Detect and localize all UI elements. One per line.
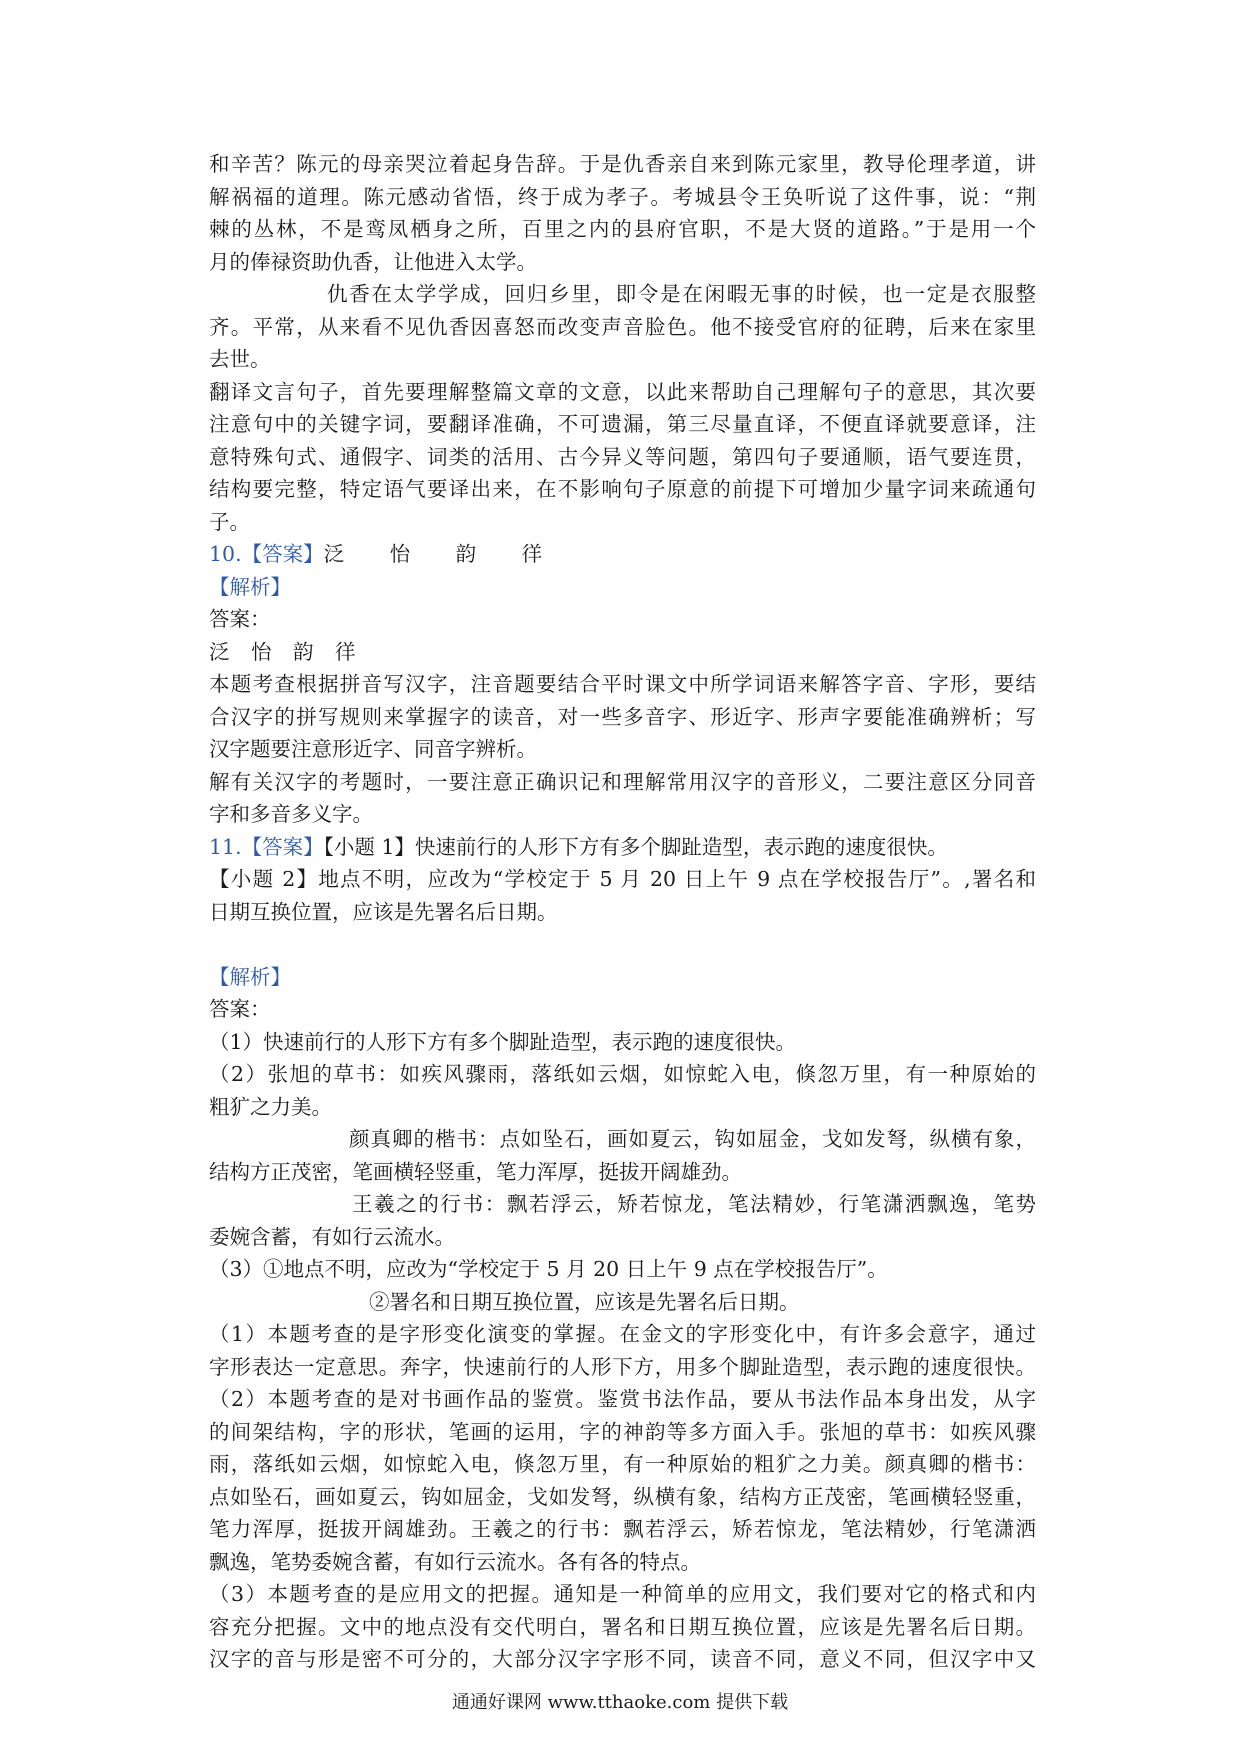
text-line: （3）本题考查的是应用文的把握。通知是一种简单的应用文，我们要对它的格式和内 — [209, 1582, 1036, 1606]
answer-10 — [209, 538, 1036, 571]
text-line: 容充分把握。文中的地点没有交代明白，署名和日期互换位置，应该是先署名后日期。 — [209, 1614, 1036, 1639]
text-line: 的间架结构，字的形状，笔画的运用，字的神韵等多方面入手。张旭的草书：如疾风骤 — [209, 1419, 1036, 1444]
text-line: 和辛苦？陈元的母亲哭泣着起身告辞。于是仇香亲自来到陈元家里，教导伦理孝道，讲 — [209, 152, 1036, 176]
answer-char: 徉 — [335, 639, 356, 664]
text-line: 汉字的音与形是密不可分的，大部分汉字字形不同，读音不同，意义不同，但汉字中又 — [209, 1647, 1036, 1671]
text-line: （1）本题考查的是字形变化演变的掌握。在金文的字形变化中，有许多会意字，通过 — [209, 1322, 1036, 1346]
text-line: 本题考查根据拼音写汉字，注音题要结合平时课文中所学词语来解答字音、字形，要结 — [209, 672, 1036, 696]
text-line: 汉字题要注意形近字、同音字辨析。 — [209, 737, 537, 761]
page-footer: 通通好课网 www.tthaoke.com 提供下载 — [451, 1692, 789, 1713]
analysis-heading: 【解析】 — [209, 574, 291, 599]
text-line: 解祸福的道理。陈元感动省悟，终于成为孝子。考城县令王奂听说了这件事，说：“荆 — [209, 184, 1036, 209]
answer-char: 徉 — [521, 542, 543, 566]
text-line: 结构要完整，特定语气要译出来，在不影响句子原意的前提下可增加少量字词来疏通句 — [209, 477, 1036, 501]
text-line: 委婉含蓄，有如行云流水。 — [209, 1224, 455, 1249]
blank-line — [209, 928, 1036, 961]
text-line: 字和多音多义字。 — [209, 802, 373, 826]
text-line: （1）快速前行的人形下方有多个脚趾造型，表示跑的速度很快。 — [209, 1029, 797, 1054]
text-line: 飘逸，笔势委婉含蓄，有如行云流水。各有各的特点。 — [209, 1549, 701, 1574]
answer-char: 韵 — [455, 542, 477, 566]
text-line: 笔力浑厚，挺拔开阔雄劲。王羲之的行书：飘若浮云，矫若惊龙，笔法精妙，行笔潇洒 — [209, 1517, 1036, 1541]
answer-char: 怡 — [251, 639, 272, 664]
text-line: 月的俸禄资助仇香，让他进入太学。 — [209, 249, 537, 274]
text-line: 齐。平常，从来看不见仇香因喜怒而改变声音脸色。他不接受官府的征聘，后来在家里 — [209, 314, 1036, 339]
text-line: 颜真卿的楷书：点如坠石，画如夏云，钩如屈金，戈如发弩，纵横有象， — [349, 1127, 1036, 1151]
text-line: （2）本题考查的是对书画作品的鉴赏。鉴赏书法作品，要从书法作品本身出发，从字 — [209, 1387, 1036, 1411]
text-line: 字形表达一定意思。奔字，快速前行的人形下方，用多个脚趾造型，表示跑的速度很快。 — [209, 1354, 1036, 1379]
analysis-heading: 【解析】 — [209, 964, 291, 989]
text-line: 子。 — [209, 509, 250, 534]
answer-text: 【小题 1】快速前行的人形下方有多个脚趾造型，表示跑的速度很快。 — [323, 834, 948, 859]
answer-label: 10.【答案】 — [209, 542, 324, 566]
text-line: 结构方正茂密，笔画横轻竖重，笔力浑厚，挺拔开阔雄劲。 — [209, 1159, 742, 1184]
answer-char: 泛 — [323, 542, 345, 566]
text-line: 日期互换位置，应该是先署名后日期。 — [209, 899, 558, 924]
answer-heading: 答案： — [209, 997, 271, 1021]
text-line: 翻译文言句子，首先要理解整篇文章的文意，以此来帮助自己理解句子的意思，其次要 — [209, 379, 1036, 404]
text-line: 【小题 2】地点不明，应改为“学校定于 5 月 20 日上午 9 点在学校报告厅”。,署名和 — [209, 867, 1036, 891]
text-line: 仇香在太学学成，回归乡里，即令是在闲暇无事的时候，也一定是衣服整 — [327, 282, 1036, 306]
text-line: 解有关汉字的考题时，一要注意正确识记和理解常用汉字的音形义，二要注意区分同音 — [209, 769, 1036, 794]
text-line: 注意句中的关键字词，要翻译准确，不可遗漏，第三尽量直译，不便直译就要意译，注 — [209, 412, 1036, 436]
text-line: 棘的丛林，不是鸾凤栖身之所，百里之内的县府官职，不是大贤的道路。”于是用一个 — [209, 217, 1036, 241]
answer-heading: 答案： — [209, 607, 271, 631]
text-line: 去世。 — [209, 347, 271, 371]
text-line: （2）张旭的草书：如疾风骤雨，落纸如云烟，如惊蛇入电，倏忽万里，有一种原始的 — [209, 1062, 1036, 1086]
text-line: 雨，落纸如云烟，如惊蛇入电，倏忽万里，有一种原始的粗犷之力美。颜真卿的楷书： — [209, 1452, 1036, 1476]
answer-char: 韵 — [293, 639, 314, 664]
answer-label: 11.【答案】 — [209, 834, 324, 859]
answer-char: 泛 — [209, 639, 230, 664]
text-line: （3）①地点不明，应改为“学校定于 5 月 20 日上午 9 点在学校报告厅”。 — [209, 1257, 888, 1281]
document-body — [209, 148, 1036, 1676]
text-line: 王羲之的行书：飘若浮云，矫若惊龙，笔法精妙，行笔潇洒飘逸，笔势 — [352, 1192, 1036, 1216]
answer-char: 怡 — [389, 542, 411, 566]
text-line: 合汉字的拼写规则来掌握字的读音，对一些多音字、形近字、形声字要能准确辨析；写 — [209, 704, 1036, 729]
text-line: ②署名和日期互换位置，应该是先署名后日期。 — [369, 1289, 800, 1314]
answer-11 — [209, 831, 1036, 864]
answer-chars — [209, 636, 1036, 669]
text-line: 点如坠石，画如夏云，钩如屈金，戈如发弩，纵横有象，结构方正茂密，笔画横轻竖重， — [209, 1484, 1036, 1509]
text-line: 意特殊句式、通假字、词类的活用、古今异义等问题，第四句子要通顺，语气要连贯， — [209, 444, 1036, 469]
text-line: 粗犷之力美。 — [209, 1094, 332, 1119]
